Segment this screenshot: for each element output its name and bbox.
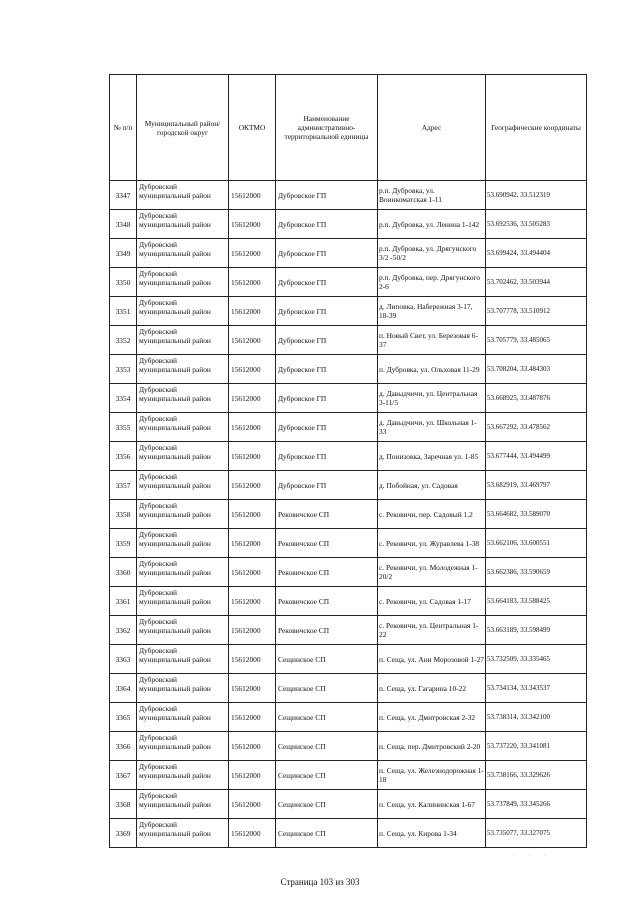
row-coords: 53.690942, 33.512319 [486,181,587,210]
row-coords: 53.662386, 33.590659 [486,558,587,587]
row-unit: Рековичское СП [276,500,378,529]
row-district: Дубровский муниципальный район [137,326,229,355]
row-district: Дубровский муниципальный район [137,239,229,268]
row-district: Дубровский муниципальный район [137,297,229,326]
row-coords: 53.702462, 33.503944 [486,268,587,297]
row-oktmo: 15612000 [229,239,276,268]
row-address: р.п. Дубровка, ул. Дрягунского 3/2 -50/2 [378,239,486,268]
row-address: д. Побойная, ул. Садовая [378,471,486,500]
header-district: Муниципальный район/городской округ [137,75,229,181]
row-district: Дубровский муниципальный район [137,558,229,587]
row-number: 3361 [110,587,137,616]
row-coords: 53.734134, 33.343537 [486,674,587,703]
table-row [110,355,587,384]
row-unit: Дубровское ГП [276,181,378,210]
row-oktmo: 15612000 [229,558,276,587]
table-row [110,442,587,471]
row-coords: 53.699424, 33.494404 [486,239,587,268]
row-oktmo: 15612000 [229,732,276,761]
row-address: д. Давыдчичи, ул. Центральная 3-11/5 [378,384,486,413]
address-table [109,74,587,848]
row-number: 3366 [110,732,137,761]
row-district: Дубровский муниципальный район [137,442,229,471]
row-oktmo: 15612000 [229,413,276,442]
row-district: Дубровский муниципальный район [137,645,229,674]
row-oktmo: 15612000 [229,587,276,616]
row-district: Дубровский муниципальный район [137,500,229,529]
row-unit: Сещинское СП [276,703,378,732]
row-number: 3354 [110,384,137,413]
row-address: с. Рековичи, ул. Центральная 1-22 [378,616,486,645]
table-body [110,181,587,848]
table-row [110,529,587,558]
row-address: с. Рековичи, ул. Журавлева 1-38 [378,529,486,558]
row-oktmo: 15612000 [229,703,276,732]
row-oktmo: 15612000 [229,268,276,297]
row-address: р.п. Дубровка, ул. Ленина 1-142 [378,210,486,239]
row-address: д. Давыдчичи, ул. Школьная 1-33 [378,413,486,442]
row-address: р.п. Дубровка, пер. Дрягунского 2-6 [378,268,486,297]
row-coords: 53.677444, 33.494499 [486,442,587,471]
row-number: 3363 [110,645,137,674]
row-unit: Рековичское СП [276,616,378,645]
row-district: Дубровский муниципальный район [137,732,229,761]
row-oktmo: 15612000 [229,181,276,210]
table-row [110,645,587,674]
table-row [110,500,587,529]
row-unit: Сещинское СП [276,674,378,703]
table-row [110,413,587,442]
row-oktmo: 15612000 [229,500,276,529]
row-district: Дубровский муниципальный район [137,384,229,413]
row-coords: 53.667292, 33.478562 [486,413,587,442]
row-district: Дубровский муниципальный район [137,587,229,616]
row-unit: Сещинское СП [276,645,378,674]
row-unit: Рековичское СП [276,529,378,558]
row-number: 3347 [110,181,137,210]
row-unit: Дубровское ГП [276,471,378,500]
row-address: с. Рековичи, ул. Садовая 1-17 [378,587,486,616]
row-coords: 53.692536, 33.505283 [486,210,587,239]
row-district: Дубровский муниципальный район [137,210,229,239]
row-unit: Дубровское ГП [276,355,378,384]
row-coords: 53.738166, 33.329626 [486,761,587,790]
row-coords: 53.705779, 33.485065 [486,326,587,355]
table-row [110,326,587,355]
table-row [110,558,587,587]
row-oktmo: 15612000 [229,819,276,848]
row-address: п. Новый Свет, ул. Березовая 6-37 [378,326,486,355]
row-number: 3350 [110,268,137,297]
table-row [110,819,587,848]
table-row [110,210,587,239]
row-coords: 53.662106, 33.600551 [486,529,587,558]
row-district: Дубровский муниципальный район [137,268,229,297]
row-address: п. Сеща, пер. Дмитровский 2-20 [378,732,486,761]
table-row [110,268,587,297]
row-address: п. Дубровка, ул. Ольховая 11-29 [378,355,486,384]
row-district: Дубровский муниципальный район [137,819,229,848]
row-coords: 53.682919, 33.469797 [486,471,587,500]
row-number: 3353 [110,355,137,384]
row-number: 3355 [110,413,137,442]
table-row [110,790,587,819]
header-coords: Географические координаты [486,75,587,181]
table-row [110,703,587,732]
row-district: Дубровский муниципальный район [137,703,229,732]
row-number: 3359 [110,529,137,558]
row-coords: 53.708204, 33.484303 [486,355,587,384]
row-district: Дубровский муниципальный район [137,181,229,210]
row-address: п. Сеща, ул. Калининская 1-67 [378,790,486,819]
row-unit: Дубровское ГП [276,413,378,442]
table-row [110,674,587,703]
row-unit: Сещинское СП [276,819,378,848]
row-oktmo: 15612000 [229,355,276,384]
table-header-row [110,75,587,181]
row-oktmo: 15612000 [229,790,276,819]
row-number: 3367 [110,761,137,790]
row-coords: 53.735077, 33.327075 [486,819,587,848]
table-row [110,181,587,210]
row-coords: 53.738314, 33.342100 [486,703,587,732]
row-unit: Дубровское ГП [276,442,378,471]
row-district: Дубровский муниципальный район [137,413,229,442]
table-row [110,761,587,790]
row-number: 3348 [110,210,137,239]
row-oktmo: 15612000 [229,442,276,471]
row-address: п. Сеща, ул. Дмитровская 2-32 [378,703,486,732]
row-unit: Дубровское ГП [276,268,378,297]
row-address: с. Рековичи, пер. Садовый 1,2 [378,500,486,529]
row-unit: Рековичское СП [276,587,378,616]
row-number: 3362 [110,616,137,645]
row-number: 3369 [110,819,137,848]
row-unit: Сещинское СП [276,761,378,790]
row-unit: Дубровское ГП [276,239,378,268]
row-unit: Дубровское ГП [276,384,378,413]
row-oktmo: 15612000 [229,297,276,326]
table-row [110,471,587,500]
row-coords: 53.664682, 33.589070 [486,500,587,529]
row-coords: 53.664183, 33.588425 [486,587,587,616]
row-oktmo: 15612000 [229,326,276,355]
header-oktmo: ОКТМО [229,75,276,181]
row-oktmo: 15612000 [229,616,276,645]
row-unit: Сещинское СП [276,790,378,819]
row-district: Дубровский муниципальный район [137,616,229,645]
row-coords: 53.668925, 33.487876 [486,384,587,413]
row-coords: 53.737220, 33.341081 [486,732,587,761]
table-row [110,297,587,326]
row-oktmo: 15612000 [229,761,276,790]
row-district: Дубровский муниципальный район [137,355,229,384]
row-unit: Дубровское ГП [276,210,378,239]
row-number: 3368 [110,790,137,819]
row-oktmo: 15612000 [229,210,276,239]
row-unit: Дубровское ГП [276,297,378,326]
scan-specks: · · · [513,853,552,859]
row-unit: Дубровское ГП [276,326,378,355]
row-oktmo: 15612000 [229,471,276,500]
row-number: 3352 [110,326,137,355]
row-address: п. Сеща, ул. Кирова 1-34 [378,819,486,848]
row-number: 3349 [110,239,137,268]
row-address: д. Понизовка, Заречная ул. 1-85 [378,442,486,471]
row-district: Дубровский муниципальный район [137,471,229,500]
row-address: п. Сеща, ул. Гагарина 10-22 [378,674,486,703]
row-unit: Рековичское СП [276,558,378,587]
row-unit: Сещинское СП [276,732,378,761]
table-row [110,239,587,268]
row-oktmo: 15612000 [229,384,276,413]
row-number: 3356 [110,442,137,471]
header-unit: Наименование административно-территориальной единицы [276,75,378,181]
row-district: Дубровский муниципальный район [137,529,229,558]
row-coords: 53.737849, 33.345266 [486,790,587,819]
table-row [110,732,587,761]
header-num: № п/п [110,75,137,181]
row-coords: 53.663189, 33.598499 [486,616,587,645]
row-district: Дубровский муниципальный район [137,761,229,790]
row-address: п. Сеща, ул. Железнодорожная 1-18 [378,761,486,790]
row-address: д. Липовка, Набережная 3-17, 18-39 [378,297,486,326]
row-number: 3358 [110,500,137,529]
row-number: 3351 [110,297,137,326]
row-address: с. Рековичи, ул. Молодежная 1-20/2 [378,558,486,587]
row-oktmo: 15612000 [229,674,276,703]
table-row [110,616,587,645]
row-coords: 53.707778, 33.510912 [486,297,587,326]
row-number: 3357 [110,471,137,500]
row-address: р.п. Дубровка, ул. Воинкоматская 1-11 [378,181,486,210]
header-address: Адрес [378,75,486,181]
page-footer: Страница 103 из 303 [280,877,360,887]
table-row [110,587,587,616]
row-number: 3360 [110,558,137,587]
row-number: 3365 [110,703,137,732]
row-oktmo: 15612000 [229,529,276,558]
row-oktmo: 15612000 [229,645,276,674]
row-district: Дубровский муниципальный район [137,674,229,703]
row-district: Дубровский муниципальный район [137,790,229,819]
row-coords: 53.732509, 33.335465 [486,645,587,674]
row-number: 3364 [110,674,137,703]
row-address: п. Сеща, ул. Ани Морозовой 1-27 [378,645,486,674]
table-row [110,384,587,413]
